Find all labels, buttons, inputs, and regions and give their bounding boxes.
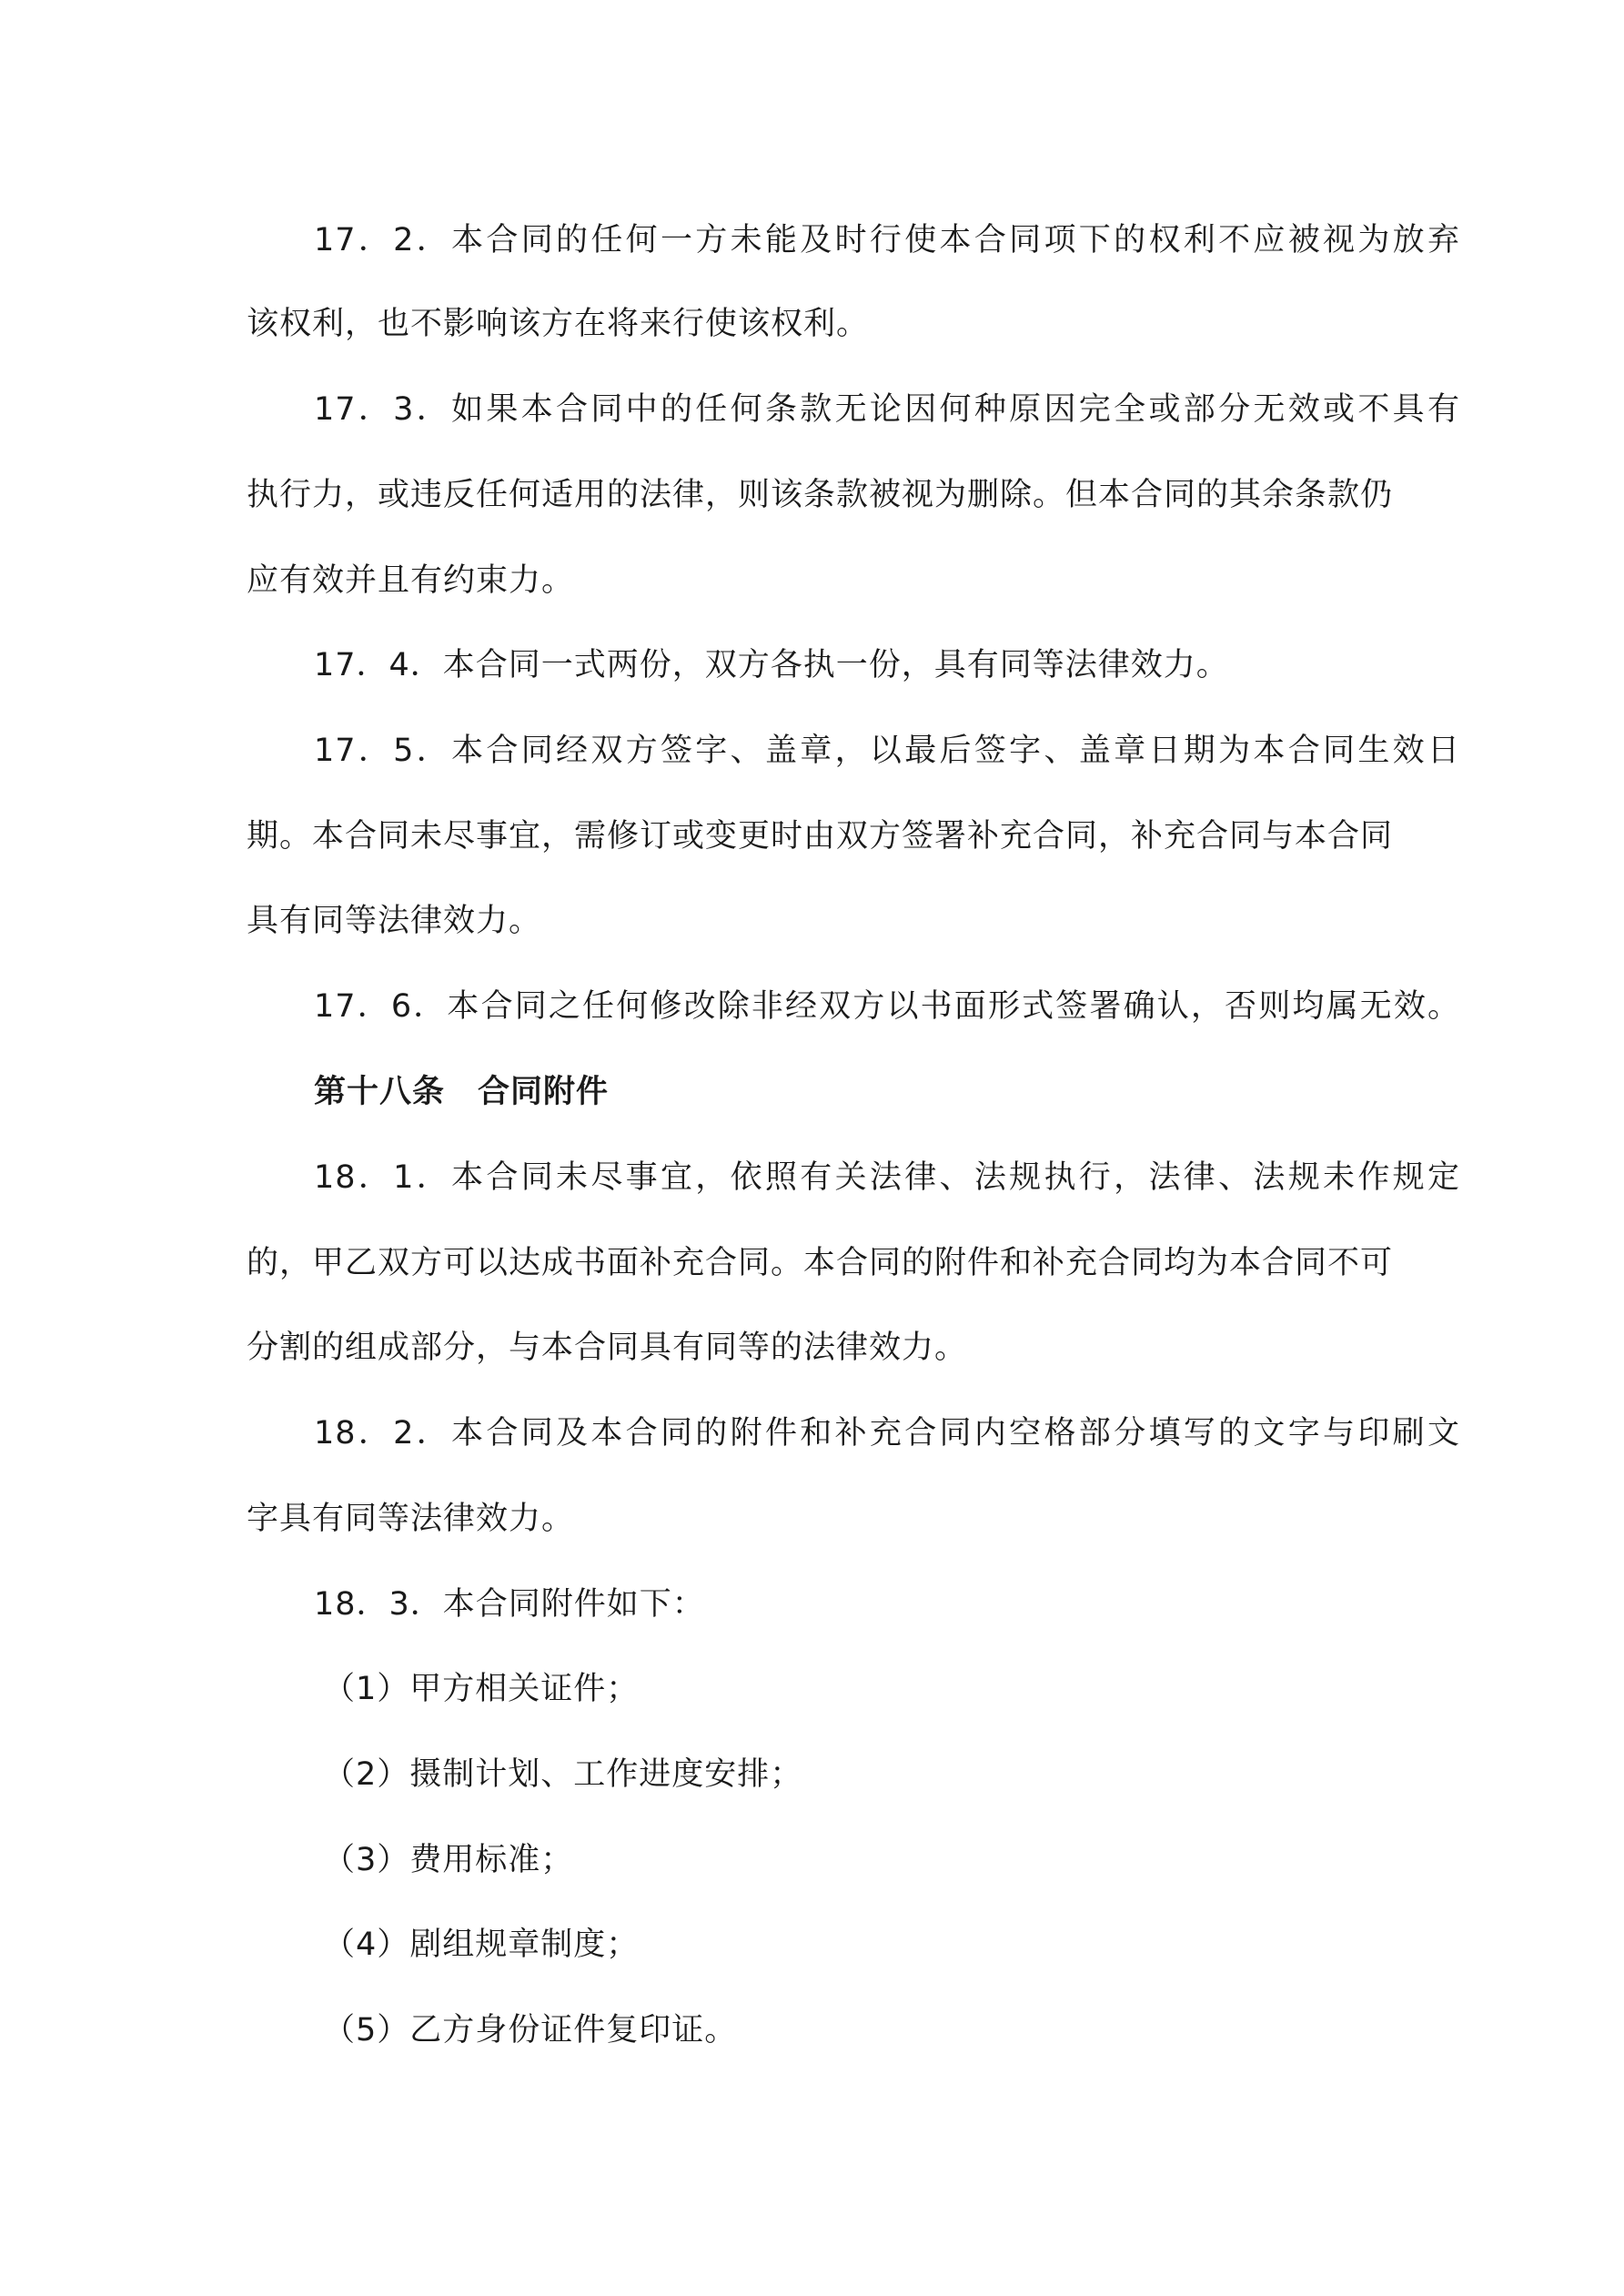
clause-17-2-line-1: 17．2．本合同的任何一方未能及时行使本合同项下的权利不应被视为放弃 xyxy=(314,222,1460,258)
attachment-item-3: （3）费用标准； xyxy=(323,1842,574,1878)
clause-17-5-line-2: 期。本合同未尽事宜，需修订或变更时由双方签署补充合同，补充合同与本合同 xyxy=(247,818,1394,855)
attachment-item-4: （4）剧组规章制度； xyxy=(323,1927,640,1963)
clause-18-1-line-2: 的，甲乙双方可以达成书面补充合同。本合同的附件和补充合同均为本合同不可 xyxy=(247,1245,1394,1281)
clause-17-2-line-2: 该权利，也不影响该方在将来行使该权利。 xyxy=(247,306,870,342)
clause-17-3-line-1: 17．3．如果本合同中的任何条款无论因何种原因完全或部分无效或不具有 xyxy=(314,391,1460,428)
clause-17-5-line-1: 17．5．本合同经双方签字、盖章，以最后签字、盖章日期为本合同生效日 xyxy=(314,733,1460,769)
clause-17-3-line-3: 应有效并且有约束力。 xyxy=(247,562,575,599)
attachment-item-1: （1）甲方相关证件； xyxy=(323,1671,640,1707)
clause-18-2-line-1: 18．2．本合同及本合同的附件和补充合同内空格部分填写的文字与印刷文 xyxy=(314,1415,1460,1451)
clause-17-4-line-1: 17．4．本合同一式两份，双方各执一份，具有同等法律效力。 xyxy=(314,647,1229,683)
clause-18-1-line-1: 18．1．本合同未尽事宜，依照有关法律、法规执行，法律、法规未作规定 xyxy=(314,1159,1460,1196)
article-title: 合同附件 xyxy=(478,1074,610,1110)
attachment-item-2: （2）摄制计划、工作进度安排； xyxy=(323,1756,803,1793)
attachment-item-5: （5）乙方身份证件复印证。 xyxy=(323,2012,738,2048)
clause-18-1-line-3: 分割的组成部分，与本合同具有同等的法律效力。 xyxy=(247,1330,968,1366)
clause-17-6-line-1: 17．6．本合同之任何修改除非经双方以书面形式签署确认，否则均属无效。 xyxy=(314,988,1460,1025)
clause-17-3-line-2: 执行力，或违反任何适用的法律，则该条款被视为删除。但本合同的其余条款仍 xyxy=(247,477,1394,513)
article-18-heading xyxy=(314,1072,1460,1112)
clause-18-2-line-2: 字具有同等法律效力。 xyxy=(247,1501,575,1537)
article-number: 第十八条 xyxy=(314,1074,446,1110)
clause-17-5-line-3: 具有同等法律效力。 xyxy=(247,903,542,939)
clause-18-3-line-1: 18．3．本合同附件如下： xyxy=(314,1586,705,1623)
